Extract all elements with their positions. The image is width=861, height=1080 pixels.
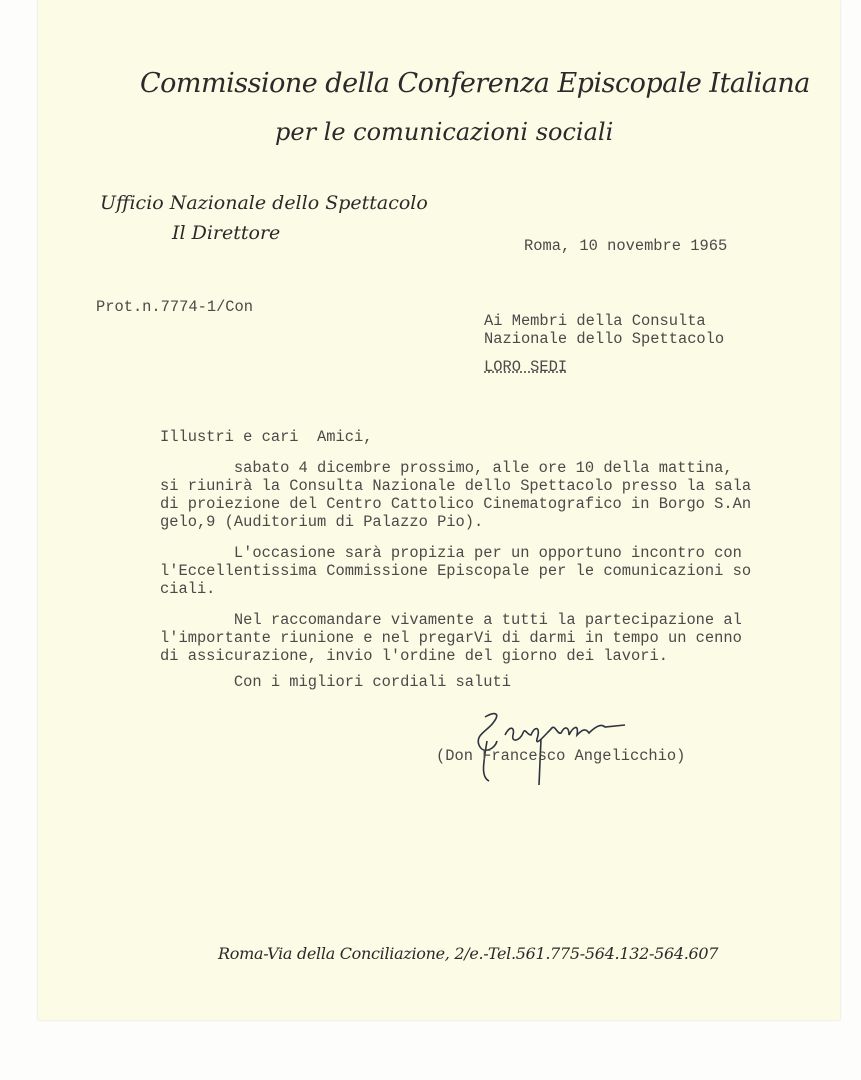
- letter-date: Roma, 10 novembre 1965: [524, 237, 728, 255]
- paragraph-line: si riunirà la Consulta Nazionale dello Spettacolo presso la sala: [160, 477, 752, 495]
- letterhead-title: Commissione della Conferenza Episcopale Italiana: [140, 68, 810, 99]
- letterhead-footer-address: Roma-Via della Conciliazione, 2/e.-Tel.561.775-564.132-564.607: [218, 944, 719, 963]
- paragraph-line: di proiezione del Centro Cattolico Cinematografico in Borgo S.An: [160, 495, 752, 513]
- recipient-line-1: Ai Membri della Consulta: [484, 312, 706, 330]
- paragraph-line: l'importante riunione e nel pregarVi di darmi in tempo un cenno: [160, 629, 742, 647]
- paragraph-line: di assicurazione, invio l'ordine del giorno dei lavori.: [160, 647, 668, 665]
- protocol-number: Prot.n.7774-1/Con: [96, 298, 254, 316]
- paragraph-line: L'occasione sarà propizia per un opportuno incontro con: [160, 544, 742, 562]
- letterhead-office: Ufficio Nazionale dello Spettacolo: [100, 192, 428, 214]
- closing: Con i migliori cordiali saluti: [160, 673, 511, 691]
- paragraph-line: gelo,9 (Auditorium di Palazzo Pio).: [160, 513, 484, 531]
- paragraph-line: l'Eccellentissima Commissione Episcopale per le comunicazioni so: [160, 562, 752, 580]
- salutation: Illustri e cari Amici,: [160, 428, 373, 446]
- letterhead-role: Il Direttore: [172, 222, 281, 244]
- paragraph-line: sabato 4 dicembre prossimo, alle ore 10 della mattina,: [160, 459, 733, 477]
- recipient-line-2: Nazionale dello Spettacolo: [484, 330, 725, 348]
- letterhead-subtitle: per le comunicazioni sociali: [275, 118, 614, 146]
- paragraph-line: ciali.: [160, 580, 216, 598]
- paragraph-line: Nel raccomandare vivamente a tutti la partecipazione al: [160, 611, 742, 629]
- signatory-name: (Don Francesco Angelicchio): [436, 747, 686, 765]
- recipient-line-3: LORO SEDI: [484, 358, 568, 376]
